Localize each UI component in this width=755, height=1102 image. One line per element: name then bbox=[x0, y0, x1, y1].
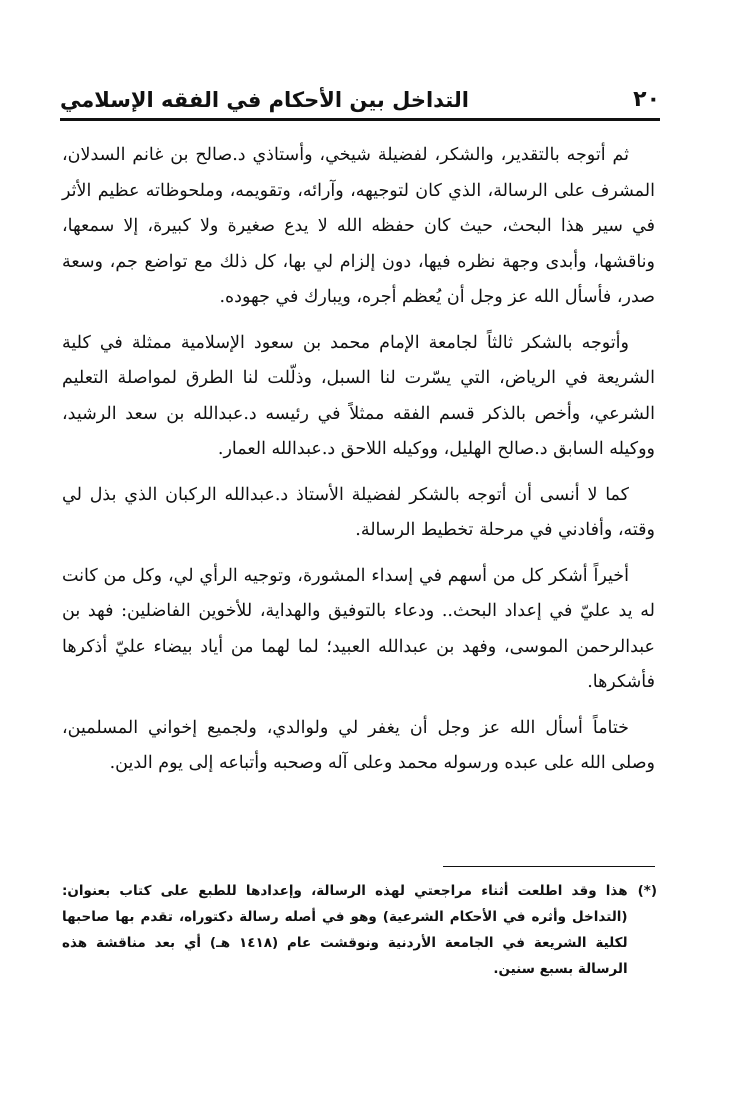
paragraph: كما لا أنسى أن أتوجه بالشكر لفضيلة الأستاذ د.عبدالله الركبان الذي بذل لي وقته، وأفادني في مرحلة تخطيط الرسالة. bbox=[62, 484, 655, 540]
paragraph: وأتوجه بالشكر ثالثاً لجامعة الإمام محمد بن سعود الإسلامية ممثلة في كلية الشريعة في الرياض، التي يسّرت لنا السبل، وذلّلت لنا الطرق لمواصلة التعليم الشرعي، وأخص بالذكر قسم الفقه ممثلاً في رئيسه د.عبدالله بن سعد الرشيد، ووكيله السابق د.صالح الهليل، ووكيله اللاحق د.عبدالله العمار. bbox=[62, 332, 655, 459]
paragraph: ختاماً أسأل الله عز وجل أن يغفر لي ولوالدي، ولجميع إخواني المسلمين، وصلى الله على عبده ورسوله محمد وعلى آله وصحبه وأتباعه إلى يوم الدين. bbox=[62, 717, 655, 773]
paragraph: أخيراً أشكر كل من أسهم في إسداء المشورة، وتوجيه الرأي لي، وكل من كانت له يد عليّ في إعداد البحث.. ودعاء بالتوفيق والهداية، للأخوين الفاضلين: فهد بن عبدالرحمن الموسى، وفهد بن عبدالله العبيد؛ لما لهما من أياد بيضاء عليّ أذكرها فأشكرها. bbox=[62, 565, 655, 692]
running-title: التداخل بين الأحكام في الفقه الإسلامي bbox=[60, 88, 469, 112]
footnote-marker: (*) bbox=[637, 883, 657, 899]
footnote bbox=[62, 878, 657, 982]
footnote-text: هذا وقد اطلعت أثناء مراجعتي لهذه الرسالة، وإعدادها للطبع على كتاب بعنوان: (التداخل وأثره في الأحكام الشرعية) وهو في أصله رسالة دكتوراه، تقدم بها صاحبها لكلية الشريعة في الجامعة الأردنية ونوقشت عام (١٤١٨ هـ) أي بعد مناقشة هذه الرسالة بسبع سنين. bbox=[62, 883, 628, 977]
paragraph: ثم أتوجه بالتقدير، والشكر، لفضيلة شيخي، وأستاذي د.صالح بن غانم السدلان، المشرف على الرسالة، الذي كان لتوجيهه، وآرائه، وتقويمه، وملحوظاته عظيم الأثر في سير هذا البحث، حيث كان حفظه الله لا يدع صغيرة ولا كبيرة، إلا سمعها، وناقشها، وأبدى وجهة نظره فيها، دون إلزام لي بها، كل ذلك مع تواضع جم، وسعة صدر، فأسأل الله عز وجل أن يُعظم أجره، ويبارك في جهوده. bbox=[62, 145, 655, 307]
footnote-divider bbox=[443, 866, 655, 867]
running-header bbox=[60, 78, 660, 121]
body-text bbox=[62, 138, 655, 792]
page-number: ٢٠ bbox=[633, 87, 660, 112]
